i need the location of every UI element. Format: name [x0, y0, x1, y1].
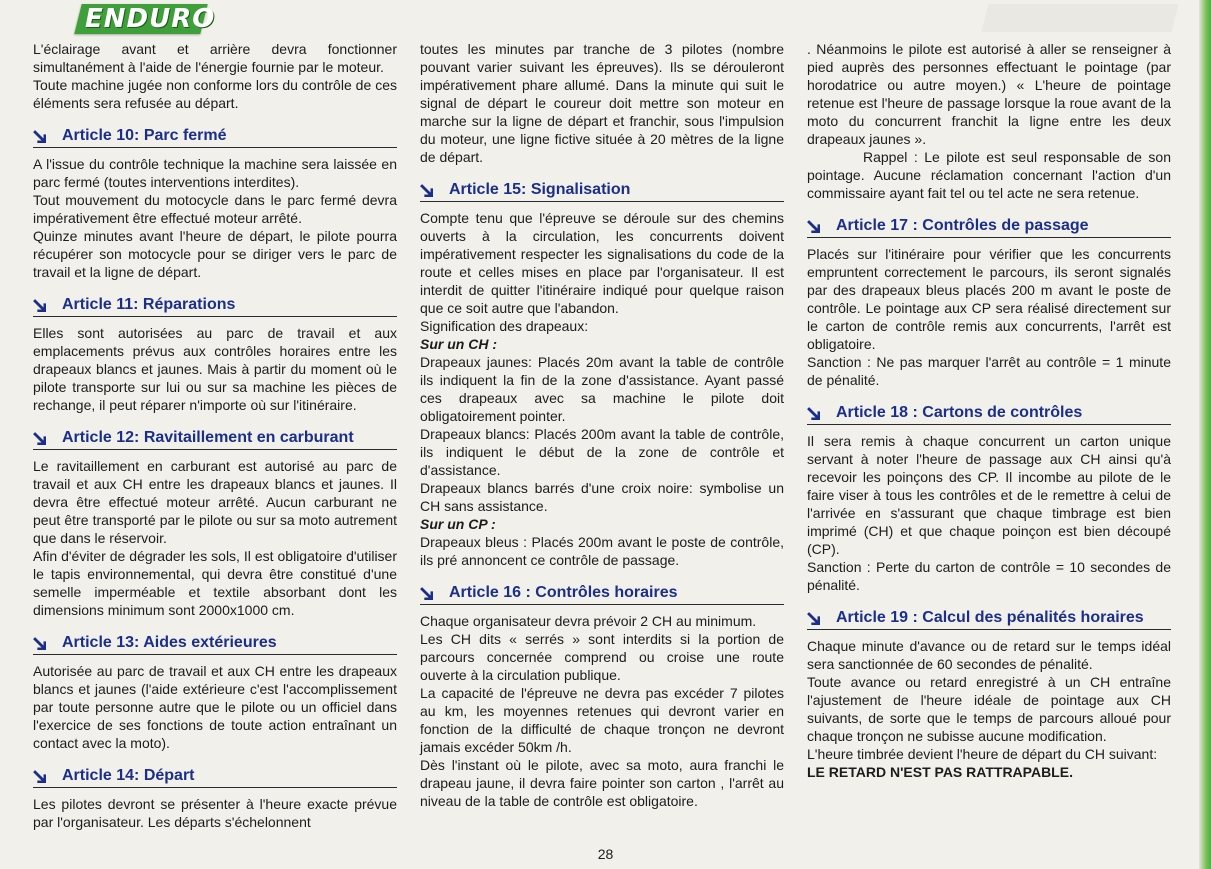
article-paragraph: Toute avance ou retard enregistré à un CH entraîne l'ajustement de l'heure idéale de pointage aux CH suivants, de sorte que le temps de parcours alloué pour chaque tronçon ne subisse aucune modification. — [807, 674, 1171, 744]
arrow-down-icon — [33, 130, 46, 143]
article-paragraph: Drapeaux blancs barrés d'une croix noire: symbolise un CH sans assistance. — [420, 480, 784, 514]
intro-paragraph: L'éclairage avant et arrière devra fonctionner simultanément à l'aide de l'énergie fournie par le moteur. — [33, 41, 397, 75]
article-paragraph: Le ravitaillement en carburant est autorisé au parc de travail et aux CH entre les drapeaux blancs et jaunes. Il devra être effectué moteur arrêté. Aucun carburant ne peut être transporté par le pilote ou sur sa moto autrement que dans le réservoir. — [33, 458, 397, 546]
article-paragraph: Placés sur l'itinéraire pour vérifier que les concurrents empruntent correctement le parcours, ils seront signalés par des drapeaux bleus placés 200 m avant le poste de contrôle. Le pointage aux CP sera réalisé directement sur le carton de contrôle remis aux concurrents, l'arrêt est obligatoire. — [807, 246, 1171, 352]
arrow-down-icon — [33, 637, 46, 650]
arrow-down-icon — [420, 587, 433, 600]
article-paragraph: A l'issue du contrôle technique la machine sera laissée en parc fermé (toutes interventions interdites). — [33, 156, 397, 190]
arrow-down-icon — [420, 184, 433, 197]
arrow-down-icon — [807, 407, 820, 420]
article-title: Article 13: Aides extérieures — [62, 634, 277, 651]
article-13-heading — [33, 633, 397, 655]
article-14-heading — [33, 766, 397, 788]
article-paragraph: Dès l'instant où le pilote, avec sa moto, aura franchi le drapeau jaune, il devra faire pointer son carton , l'arrêt au niveau de la table de contrôle est obligatoire. — [420, 757, 784, 809]
article-paragraph: Signification des drapeaux: — [420, 318, 589, 334]
article-paragraph: Quinze minutes avant l'heure de départ, le pilote pourra récupérer son motocycle pour se diriger vers le parc de travail et la ligne de départ. — [33, 228, 397, 280]
article-17-heading — [807, 216, 1171, 238]
column-right — [807, 40, 1171, 781]
article-paragraph: La capacité de l'épreuve ne devra pas excéder 7 pilotes au km, les moyennes retenues qui devront varier en fonction de la difficulté de chaque tronçon ne devront jamais excéder 50km /h. — [420, 685, 784, 755]
article-19-heading — [807, 608, 1171, 630]
next-page-bleed — [982, 4, 1179, 32]
article-paragraph: Les pilotes devront se présenter à l'heure exacte prévue par l'organisateur. Les départs s'échelonnent — [33, 796, 397, 830]
article-title: Article 18 : Cartons de contrôles — [836, 404, 1083, 421]
article-title: Article 16 : Contrôles horaires — [449, 584, 678, 601]
intro-paragraph: Toute machine jugée non conforme lors du contrôle de ces éléments sera refusée au départ. — [33, 77, 397, 111]
article-15-heading — [420, 180, 784, 202]
arrow-down-icon — [807, 220, 820, 233]
article-paragraph: Afin d'éviter de dégrader les sols, Il est obligatoire d'utiliser le tapis environnemental, qui devra être constitué d'une semelle imperméable et textile absorbant dont les dimensions minimum sont 2000x1000 cm. — [33, 548, 397, 618]
article-paragraph: Elles sont autorisées au parc de travail et aux emplacements prévus aux contrôles horaires entre les drapeaux blancs et jaunes. Mais à partir du moment où le pilote transporte sur lui ou sur sa machine les pièces de rechange, il peut réparer n'importe où sur l'itinéraire. — [33, 325, 397, 413]
article-paragraph: Les CH dits « serrés » sont interdits si la portion de parcours concernée comprend ou croise une route ouverte à la circulation publique. — [420, 631, 784, 683]
page-number: 28 — [597, 846, 614, 862]
article-paragraph: Sanction : Perte du carton de contrôle = 10 secondes de pénalité. — [807, 559, 1171, 593]
article-16-heading — [420, 583, 784, 605]
article-paragraph: Sanction : Ne pas marquer l'arrêt au contrôle = 1 minute de pénalité. — [807, 354, 1171, 388]
arrow-down-icon — [33, 432, 46, 445]
article-paragraph: Il sera remis à chaque concurrent un carton unique servant à noter l'heure de passage aux CH ainsi qu'à recevoir les poinçons des CP. Il incombe au pilote de le faire viser à tous les contrôles et de le remettre à celui de l'arrivée en s'assurant que chaque timbrage est bien imprimé (CH) et que chaque poinçon est bien découpé (CP). — [807, 433, 1171, 557]
article-paragraph: Drapeaux blancs: Placés 200m avant la table de contrôle, ils indiquent le début de la zone de contrôle et d'assistance. — [420, 426, 784, 478]
article-paragraph: L'heure timbrée devient l'heure de départ du CH suivant: — [807, 746, 1158, 762]
subheading: Sur un CH : — [420, 336, 497, 352]
page-edge — [1199, 0, 1211, 869]
article-paragraph: Tout mouvement du motocycle dans le parc fermé devra impérativement être effectué moteur arrêté. — [33, 192, 397, 226]
article-title: Article 12: Ravitaillement en carburant — [62, 429, 354, 446]
article-paragraph: Autorisée au parc de travail et aux CH entre les drapeaux blancs et jaunes (l'aide extérieure c'est l'accomplissement par toute personne autre que le pilote ou un officiel dans l'exercice de ses fonctions de toute action entraînant un contact avec la moto). — [33, 663, 397, 751]
article-title: Article 11: Réparations — [62, 296, 236, 313]
article-10-heading — [33, 126, 397, 148]
column-middle — [420, 40, 784, 810]
continued-paragraph: Rappel : Le pilote est seul responsable de son pointage. Aucune réclamation concernant l'action d'un commissaire ayant fait tel ou tel acte ne sera retenue. — [807, 149, 1171, 201]
emphasis-statement: LE RETARD N'EST PAS RATTRAPABLE. — [807, 764, 1073, 780]
article-12-heading — [33, 428, 397, 450]
arrow-down-icon — [807, 612, 820, 625]
article-11-heading — [33, 295, 397, 317]
article-title: Article 15: Signalisation — [449, 181, 631, 198]
article-title: Article 19 : Calcul des pénalités horaires — [836, 609, 1144, 626]
article-title: Article 10: Parc fermé — [62, 127, 227, 144]
article-paragraph: Compte tenu que l'épreuve se déroule sur des chemins ouverts à la circulation, les concurrents doivent impérativement respecter les signalisations du code de la route et celles mises en place par l'organisateur. Il est interdit de quitter l'itinéraire indiqué pour quelque raison que ce soit autre que l'abandon. — [420, 210, 784, 316]
section-title: ENDURO — [85, 4, 216, 34]
subheading: Sur un CP : — [420, 516, 496, 532]
article-title: Article 17 : Contrôles de passage — [836, 217, 1089, 234]
article-paragraph: Drapeaux bleus : Placés 200m avant le poste de contrôle, ils pré annoncent ce contrôle de passage. — [420, 534, 784, 568]
continued-paragraph: toutes les minutes par tranche de 3 pilotes (nombre pouvant varier suivant les épreuves). Ils se dérouleront impérativement phare allumé. Dans la minute qui suit le signal de départ le coureur doit mettre son moteur en marche sur la ligne de départ et franchir, sous l'impulsion du moteur, une ligne fictive située à 20 mètres de la ligne de départ. — [420, 41, 784, 165]
arrow-down-icon — [33, 299, 46, 312]
article-title: Article 14: Départ — [62, 767, 195, 784]
arrow-down-icon — [33, 770, 46, 783]
article-paragraph: Chaque minute d'avance ou de retard sur le temps idéal sera sanctionnée de 60 secondes de pénalité. — [807, 638, 1171, 672]
article-paragraph: Chaque organisateur devra prévoir 2 CH au minimum. — [420, 613, 757, 629]
article-paragraph: Drapeaux jaunes: Placés 20m avant la table de contrôle ils indiquent la fin de la zone d'assistance. Ayant passé ces drapeaux avec sa machine le pilote doit obligatoirement pointer. — [420, 354, 784, 424]
continued-paragraph: . Néanmoins le pilote est autorisé à aller se renseigner à pied auprès des personnes effectuant le pointage (par horodatrice ou autre moyen.) « L'heure de pointage retenue est l'heure de passage lorsque la roue avant de la moto du concurrent franchit la ligne entre les deux drapeaux jaunes ». — [807, 41, 1171, 147]
column-left — [33, 40, 397, 831]
article-18-heading — [807, 403, 1171, 425]
